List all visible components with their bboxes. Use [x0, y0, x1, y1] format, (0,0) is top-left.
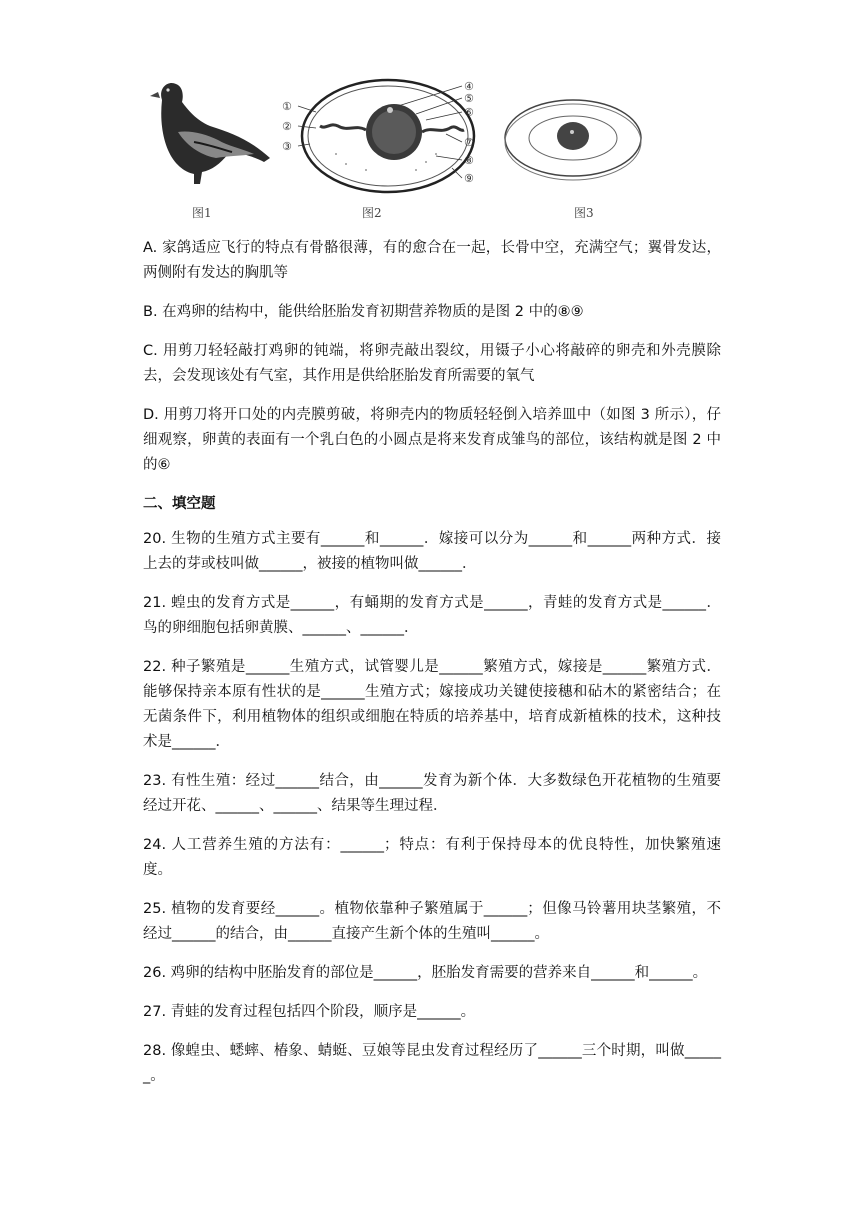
- section-title: 二、填空题: [143, 496, 216, 512]
- egg-structure-diagram: [276, 74, 506, 199]
- marker-6: ⑥: [464, 106, 474, 119]
- question-24: 24. 人工营养生殖的方法有：______；特点：有利于保持母本的优良特性，加快繁殖速度。: [143, 837, 721, 878]
- option-d: D. 用剪刀将开口处的内壳膜剪破，将卵壳内的物质轻轻倒入培养皿中（如图 3 所示），仔细观察，卵黄的表面有一个乳白色的小圆点是将来发育成雏鸟的部位，该结构就是图 2 中的⑥: [143, 407, 721, 473]
- pigeon-illustration: [144, 76, 274, 191]
- marker-2: ②: [282, 120, 292, 133]
- option-b: B. 在鸡卵的结构中，能供给胚胎发育初期营养物质的是图 2 中的⑧⑨: [143, 304, 584, 320]
- marker-4: ④: [464, 80, 474, 93]
- figure-row: [140, 70, 660, 220]
- option-c: C. 用剪刀轻轻敲打鸡卵的钝端，将卵壳敲出裂纹，用镊子小心将敲碎的卵壳和外壳膜除去，会发现该处有气室，其作用是供给胚胎发育所需要的氧气: [143, 343, 721, 384]
- marker-7: ⑦: [464, 136, 474, 149]
- marker-8: ⑧: [464, 154, 474, 167]
- marker-3: ③: [282, 140, 292, 153]
- petri-dish-diagram: [502, 90, 644, 190]
- question-21: 21. 蝗虫的发育方式是______，有蛹期的发育方式是______，青蛙的发育方式是______．鸟的卵细胞包括卵黄膜、______、______．: [143, 595, 721, 636]
- question-23: 23. 有性生殖：经过______结合，由______发育为新个体．大多数绿色开花植物的生殖要经过开花、______、______、结果等生理过程．: [143, 773, 721, 814]
- question-26: 26. 鸡卵的结构中胚胎发育的部位是______，胚胎发育需要的营养来自______和______。: [143, 965, 708, 981]
- question-content: [143, 236, 721, 1103]
- question-28: 28. 像蝗虫、蟋蟀、椿象、蜻蜓、豆娘等昆虫发育过程经历了______三个时期，叫做______。: [143, 1043, 721, 1084]
- figure-3-caption: 图3: [574, 206, 594, 220]
- option-a: A. 家鸽适应飞行的特点有骨骼很薄，有的愈合在一起，长骨中空，充满空气；翼骨发达，两侧附有发达的胸肌等: [143, 240, 721, 281]
- figure-2-caption: 图2: [362, 206, 382, 220]
- marker-9: ⑨: [464, 172, 474, 185]
- question-25: 25. 植物的发育要经______。植物依靠种子繁殖属于______；但像马铃薯用块茎繁殖，不经过______的结合，由______直接产生新个体的生殖叫______。: [143, 901, 721, 942]
- question-22: 22. 种子繁殖是______生殖方式，试管婴儿是______繁殖方式，嫁接是______繁殖方式．能够保持亲本原有性状的是______生殖方式；嫁接成功关键使接穗和砧木的紧密结合；在无菌条件下，利用植物体的组织或细胞在特质的培养基中，培育成新植株的技术，这种技术是______．: [143, 659, 721, 750]
- question-20: 20. 生物的生殖方式主要有______和______．嫁接可以分为______和______两种方式．接上去的芽或枝叫做______，被接的植物叫做______．: [143, 531, 721, 572]
- figure-1-caption: 图1: [192, 206, 212, 220]
- marker-5: ⑤: [464, 92, 474, 105]
- question-27: 27. 青蛙的发育过程包括四个阶段，顺序是______。: [143, 1004, 476, 1020]
- marker-1: ①: [282, 100, 292, 113]
